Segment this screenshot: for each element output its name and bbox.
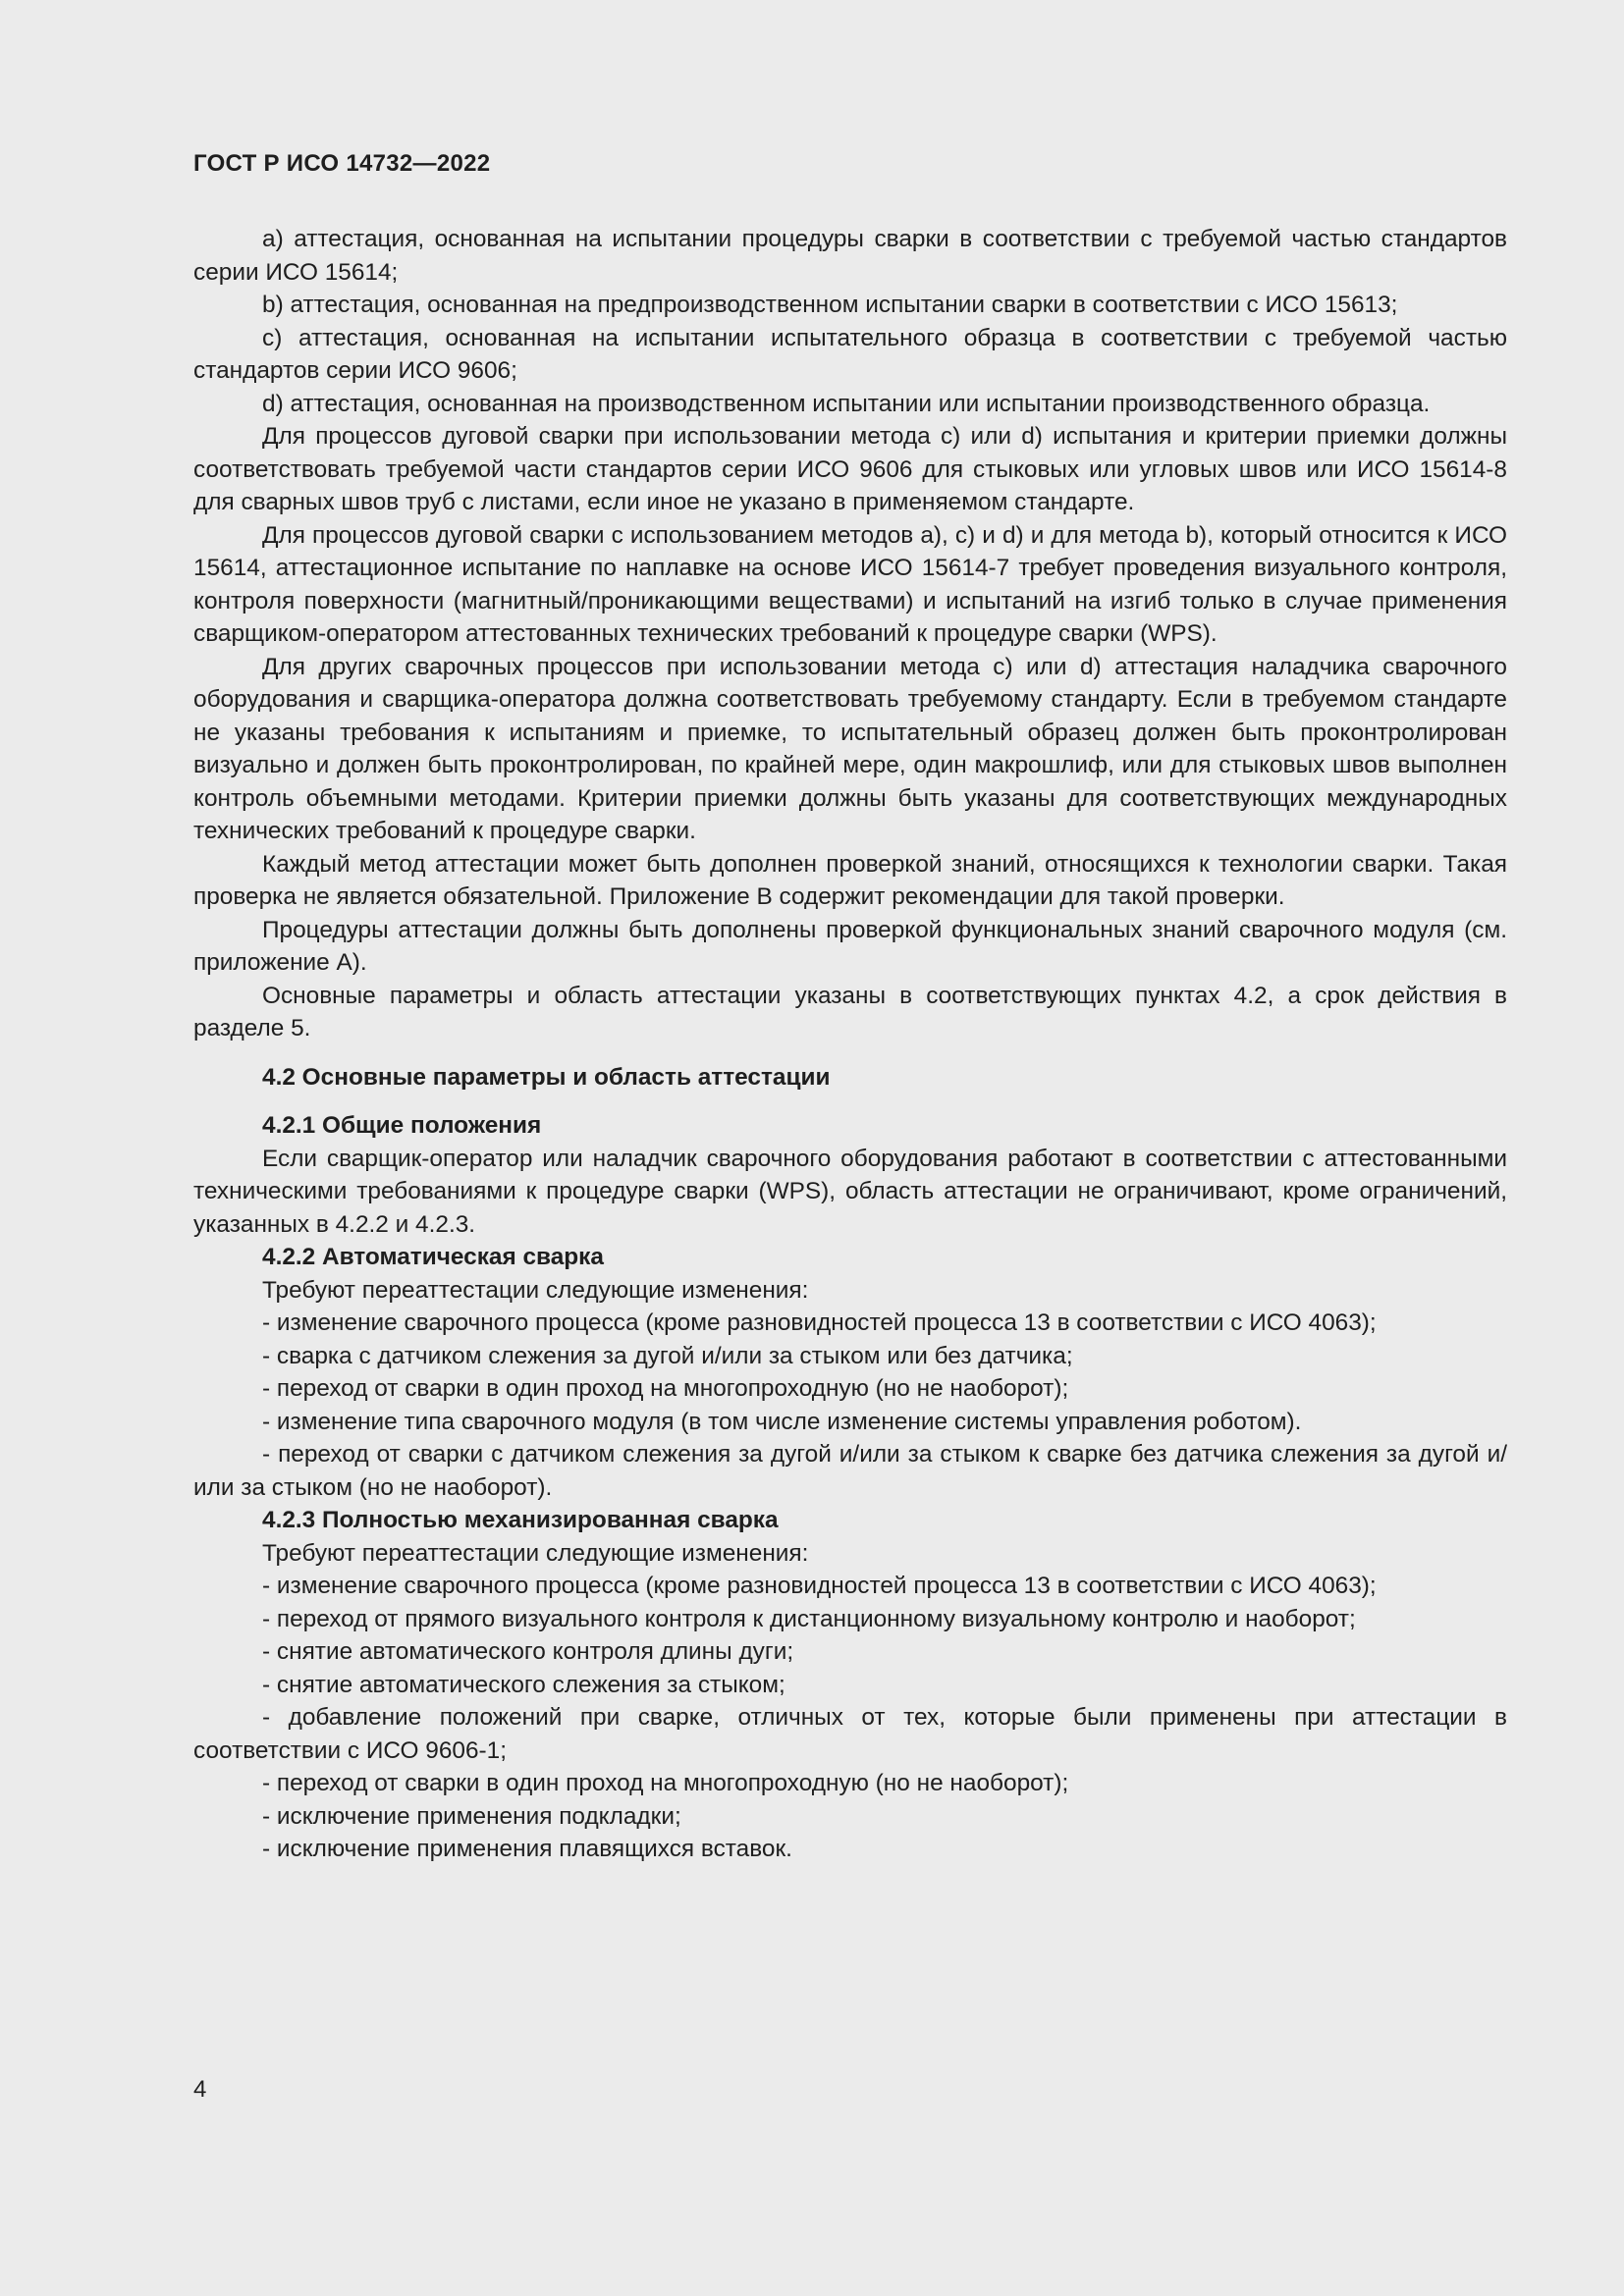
document-header: ГОСТ Р ИСО 14732—2022	[193, 150, 491, 177]
page-number: 4	[193, 2076, 207, 2103]
paragraph: Для процессов дуговой сварки при использовании метода c) или d) испытания и критерии приемки должны соответствовать требуемой части стандартов серии ИСО 9606 для стыковых или угловых швов или ИСО 15614-8 для сварных швов труб с листами, если иное не указано в применяемом стандарте.	[193, 423, 1507, 515]
subsection-heading-4-2-1: 4.2.1 Общие положения	[262, 1112, 542, 1139]
section-heading-4-2: 4.2 Основные параметры и область аттестации	[262, 1063, 831, 1091]
list-item-d: d) аттестация, основанная на производственном испытании или испытании производственного образца.	[262, 390, 1431, 417]
list-item: - изменение сварочного процесса (кроме разновидностей процесса 13 в соответствии с ИСО 4063);	[262, 1573, 1377, 1599]
list-item: - добавление положений при сварке, отличных от тех, которые были применены при аттестации в соответствии с ИСО 9606-1;	[193, 1704, 1507, 1764]
paragraph: Каждый метод аттестации может быть дополнен проверкой знаний, относящихся к технологии сварки. Такая проверка не является обязательной. Приложение В содержит рекомендации для такой проверки.	[193, 850, 1507, 910]
list-item: - переход от сварки в один проход на многопроходную (но не наоборот);	[262, 1770, 1069, 1796]
list-item: - сварка с датчиком слежения за дугой и/или за стыком или без датчика;	[262, 1342, 1073, 1369]
list-item: - исключение применения подкладки;	[262, 1802, 681, 1830]
list-item-c: c) аттестация, основанная на испытании испытательного образца в соответствии с требуемой частью стандартов серии ИСО 9606;	[193, 324, 1507, 384]
paragraph: Требуют переаттестации следующие изменения:	[262, 1276, 809, 1304]
paragraph: Для других сварочных процессов при использовании метода c) или d) аттестация наладчика сварочного оборудования и сварщика-оператора должна соответствовать требуемому стандарту. Если в требуемом стандарте не указаны требования к испытаниям и приемке, то испытательный образец должен быть проконтролирован визуально и должен быть проконтролирован, по крайней мере, один макрошлиф, или для стыковых швов выполнен контроль объемными методами. Критерии приемки должны быть указаны для соответствующих международных технических требований к процедуре сварки.	[193, 653, 1507, 844]
list-item: - исключение применения плавящихся вставок.	[262, 1836, 792, 1862]
paragraph: Основные параметры и область аттестации указаны в соответствующих пунктах 4.2, а срок действия в разделе 5.	[193, 982, 1507, 1041]
subsection-heading-4-2-2: 4.2.2 Автоматическая сварка	[262, 1244, 604, 1270]
paragraph: Требуют переаттестации следующие изменения:	[262, 1539, 809, 1567]
list-item: - снятие автоматического контроля длины дуги;	[262, 1638, 794, 1665]
list-item: - изменение типа сварочного модуля (в том числе изменение системы управления роботом).	[262, 1408, 1302, 1435]
paragraph: Процедуры аттестации должны быть дополнены проверкой функциональных знаний сварочного модуля (см. приложение А).	[193, 916, 1507, 976]
list-item: - изменение сварочного процесса (кроме разновидностей процесса 13 в соответствии с ИСО 4063);	[262, 1309, 1377, 1336]
paragraph: Для процессов дуговой сварки с использованием методов a), c) и d) и для метода b), который относится к ИСО 15614, аттестационное испытание по наплавке на основе ИСО 15614-7 требует проведения визуального контроля, контроля поверхности (магнитный/проникающими веществами) и испытаний на изгиб только в случае применения сварщиком-оператором аттестованных технических требований к процедуре сварки (WPS).	[193, 521, 1507, 647]
list-item: - переход от сварки с датчиком слежения за дугой и/или за стыком к сварке без датчика слежения за дугой и/или за стыком (но не наоборот).	[193, 1441, 1507, 1501]
list-item-b: b) аттестация, основанная на предпроизводственном испытании сварки в соответствии с ИСО 15613;	[262, 292, 1398, 318]
list-item-a: a) аттестация, основанная на испытании процедуры сварки в соответствии с требуемой частью стандартов серии ИСО 15614;	[193, 226, 1507, 286]
paragraph: Если сварщик-оператор или наладчик сварочного оборудования работают в соответствии с аттестованными техническими требованиями к процедуре сварки (WPS), область аттестации не ограничивают, кроме ограничений, указанных в 4.2.2 и 4.2.3.	[193, 1145, 1507, 1238]
list-item: - переход от сварки в один проход на многопроходную (но не наоборот);	[262, 1375, 1069, 1402]
document-body	[193, 223, 1507, 1866]
list-item: - снятие автоматического слежения за стыком;	[262, 1671, 785, 1698]
subsection-heading-4-2-3: 4.2.3 Полностью механизированная сварка	[262, 1507, 779, 1533]
list-item: - переход от прямого визуального контроля к дистанционному визуальному контролю и наоборот;	[262, 1605, 1356, 1632]
